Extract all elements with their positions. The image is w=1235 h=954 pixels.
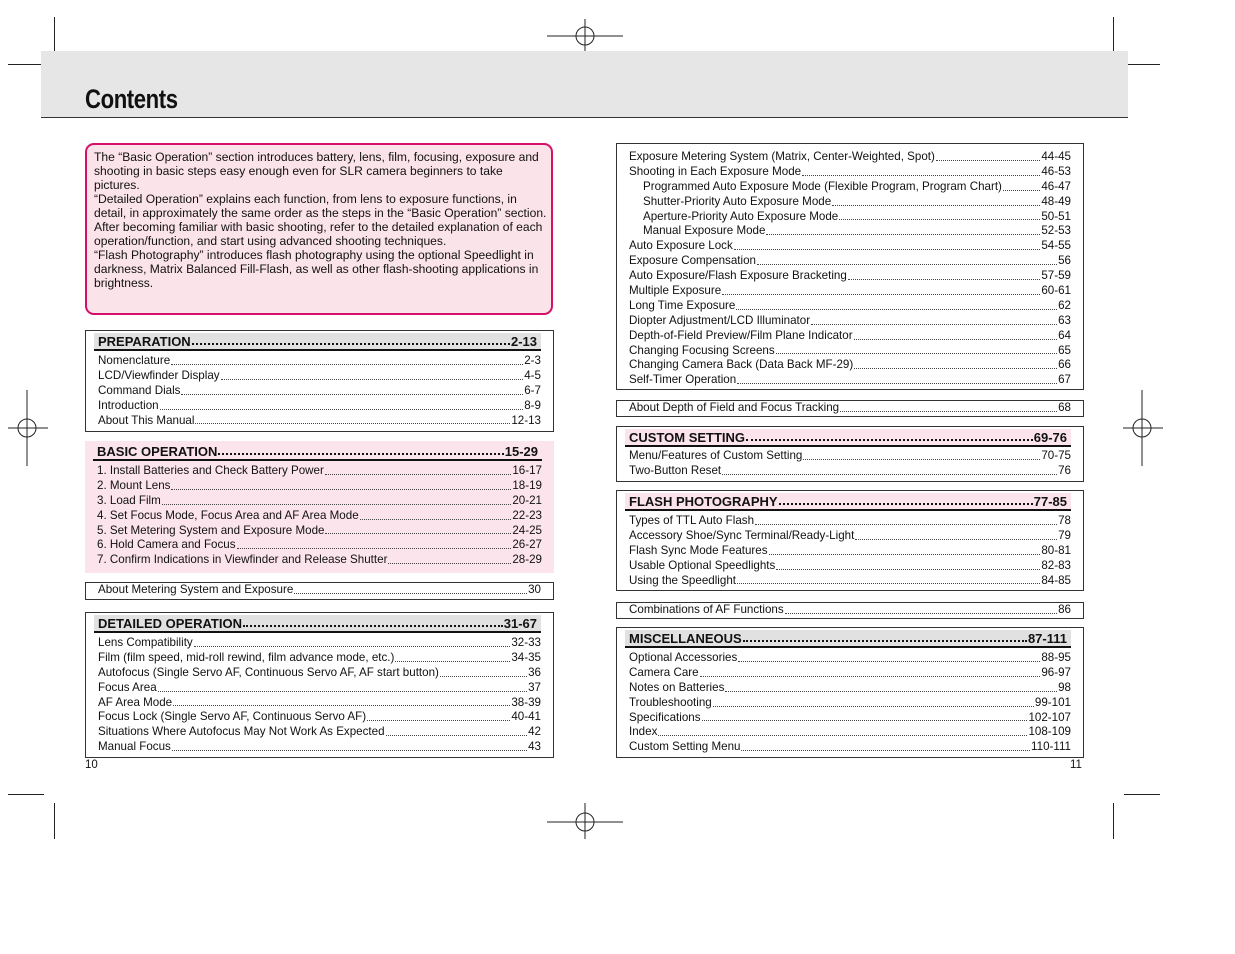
toc-entry-title: 4. Set Focus Mode, Focus Area and AF Area Mode [97,508,359,522]
dot-leader [725,691,1057,692]
toc-entry[interactable] [98,725,541,740]
toc-entry[interactable] [97,479,542,494]
toc-entry-title: Changing Camera Back (Data Back MF-29) [629,358,854,372]
toc-entry[interactable] [629,254,1071,269]
toc-entry-pages: 24-25 [512,523,542,537]
dot-leader [737,583,1040,584]
dot-leader [171,489,511,490]
dot-leader [360,519,512,520]
toc-entry-pages: 2-3 [524,353,541,367]
toc-entry[interactable] [629,711,1071,726]
dot-leader [785,613,1057,614]
toc-entry-pages: 32-33 [511,635,541,649]
toc-entry-pages: 4-5 [524,368,541,382]
crop-mark [1113,17,1114,51]
dot-leader [832,205,1040,206]
dot-leader [700,676,1041,677]
toc-entry-title: Accessory Shoe/Sync Terminal/Ready-Light [629,528,855,542]
about-metering-box [85,582,554,600]
toc-entry-title: 7. Confirm Indications in Viewfinder and Release Shutter [97,553,388,567]
toc-entry-title: 2. Mount Lens [97,478,171,492]
section-miscellaneous [616,627,1084,758]
toc-entry[interactable] [629,574,1071,589]
crop-mark [8,64,44,65]
dot-leader [702,720,1028,721]
toc-entry-pages: 52-53 [1041,224,1071,238]
section-pages: 87-111 [1027,630,1067,646]
dot-leader [936,160,1040,161]
toc-entry-pages: 26-27 [512,538,542,552]
toc-entry-pages: 66 [1058,358,1071,372]
section-title: FLASH PHOTOGRAPHY [629,493,778,509]
toc-entry[interactable] [629,224,1071,239]
toc-entry-title: Shutter-Priority Auto Exposure Mode [643,194,832,208]
toc-entry[interactable] [629,681,1071,696]
toc-entry-pages: 28-29 [512,553,542,567]
toc-entry[interactable] [629,373,1071,388]
toc-entry-pages: 67 [1058,373,1071,387]
toc-entry-title: Camera Care [629,665,699,679]
toc-entry-title: Programmed Auto Exposure Mode (Flexible Program, Program Chart) [643,179,1002,193]
toc-entry-pages: 16-17 [512,463,542,477]
toc-entry[interactable] [629,299,1071,314]
toc-entry-pages: 60-61 [1041,284,1071,297]
dot-leader [840,411,1057,412]
section-header[interactable] [625,630,1071,648]
toc-entry[interactable] [629,314,1071,329]
toc-entry-title: About Depth of Field and Focus Tracking [629,400,840,414]
section-preparation [85,330,554,432]
toc-entry[interactable] [98,740,541,755]
dot-leader [736,309,1057,310]
toc-entry-title: Auto Exposure/Flash Exposure Bracketing [629,269,847,283]
toc-entry[interactable] [629,544,1071,559]
section-title: MISCELLANEOUS [629,630,742,646]
section-basic-operation [85,441,554,573]
dot-leader [854,368,1057,369]
toc-entry-pages: 37 [528,680,541,694]
toc-entry[interactable] [629,150,1071,165]
dot-leader [386,735,528,736]
toc-entry-pages: 79 [1058,528,1071,542]
intro-paragraph: The “Basic Operation” section introduces battery, lens, film, focusing, exposure and shooting in basic steps easy enough even for SLR camera beginners to take pictures. [94,150,539,192]
section-header[interactable] [94,333,541,351]
toc-entry-title: Flash Sync Mode Features [629,543,768,557]
toc-entry[interactable] [629,559,1071,574]
dot-leader [325,474,512,475]
toc-entry-title: Aperture-Priority Auto Exposure Mode [643,209,839,223]
dot-leader [325,533,511,534]
toc-entry-pages: 43 [528,740,541,754]
combinations-box [616,602,1084,619]
toc-entry-title: Notes on Batteries [629,680,725,694]
dot-leader [158,691,527,692]
dot-leader [162,504,512,505]
toc-entry-pages: 86 [1058,602,1071,616]
toc-entry[interactable] [97,553,542,568]
dot-leader [237,548,512,549]
dot-leader [713,706,1034,707]
toc-entry[interactable] [98,414,541,429]
toc-entry-title: Manual Focus [98,740,171,754]
toc-entry-title: Self-Timer Operation [629,373,737,387]
toc-entry[interactable] [97,524,542,539]
dot-leader [811,324,1057,325]
toc-entry-pages: 76 [1058,463,1071,477]
toc-entry-title: Diopter Adjustment/LCD Illuminator [629,313,811,327]
toc-entry-pages: 63 [1058,313,1071,327]
toc-entry-pages: 80-81 [1041,543,1071,557]
toc-entry-pages: 46-53 [1041,164,1071,178]
toc-entry-title: 6. Hold Camera and Focus [97,538,236,552]
toc-entry[interactable] [629,740,1071,755]
toc-entry-pages: 88-95 [1041,650,1071,664]
toc-entry[interactable] [629,165,1071,180]
crop-mark [54,17,55,51]
toc-entry-title: Menu/Features of Custom Setting [629,448,803,462]
dot-leader [766,234,1040,235]
section-pages: 77-85 [1033,493,1067,509]
toc-entry-pages: 40-41 [511,710,541,724]
section-detailed-continued [616,143,1084,390]
toc-entry[interactable] [98,354,541,369]
toc-entry-title: Combinations of AF Functions [629,602,784,616]
toc-entry[interactable] [629,269,1071,284]
section-header[interactable] [625,493,1071,511]
section-pages: 31-67 [503,615,537,631]
toc-entry-title: Exposure Metering System (Matrix, Center-Weighted, Spot) [629,149,935,163]
toc-entry[interactable] [98,369,541,384]
dot-leader [388,563,511,564]
dot-leader [855,539,1057,540]
toc-entry[interactable] [629,514,1071,529]
toc-entry[interactable] [629,651,1071,666]
section-pages: 15-29 [504,443,538,459]
registration-mark-top [547,19,623,55]
toc-entry-pages: 102-107 [1028,710,1071,724]
dot-leader [195,423,510,424]
toc-entry-pages: 6-7 [524,383,541,397]
toc-entry-title: Two-Button Reset [629,463,722,477]
toc-list [629,449,1071,479]
toc-entry[interactable] [629,195,1071,210]
toc-entry-title: Troubleshooting [629,695,712,709]
toc-entry-title: LCD/Viewfinder Display [98,368,220,382]
toc-entry-pages: 44-45 [1041,149,1071,163]
toc-entry-title: 5. Set Metering System and Exposure Mode [97,523,325,537]
toc-entry-pages: 34-35 [511,650,541,664]
toc-entry-title: Types of TTL Auto Flash [629,513,755,527]
toc-list [629,603,1071,618]
dot-leader [803,459,1040,460]
toc-entry[interactable] [97,494,542,509]
toc-entry-title: 3. Load Film [97,493,161,507]
toc-entry-title: Long Time Exposure [629,298,736,312]
toc-list [629,514,1071,588]
toc-entry-title: Film (film speed, mid-roll rewind, film advance mode, etc.) [98,650,395,664]
toc-entry[interactable] [629,239,1071,254]
intro-paragraph: “Detailed Operation” explains each function, from lens to exposure functions, in detail, in approximately the same order as the steps in the “Basic Operation” section. After becoming familiar with basic shooting, refer to the detailed explanation of each operation/function, and start using advanced shooting techniques. [94,192,547,248]
registration-mark-bottom [547,803,623,839]
toc-entry[interactable] [98,651,541,666]
registration-mark-left [8,390,48,466]
toc-entry-title: About Metering System and Exposure [98,582,294,596]
toc-entry-pages: 82-83 [1041,558,1071,572]
toc-entry-pages: 22-23 [512,508,542,522]
toc-entry-pages: 50-51 [1041,209,1071,223]
toc-entry[interactable] [629,464,1071,479]
toc-entry-title: Exposure Compensation [629,254,756,268]
toc-entry[interactable] [629,449,1071,464]
dot-leader [221,379,524,380]
toc-entry[interactable] [629,696,1071,711]
dot-leader [194,646,511,647]
toc-entry-title: Situations Where Autofocus May Not Work As Expected [98,725,385,739]
toc-entry-title: Changing Focusing Screens [629,343,775,357]
toc-entry-pages: 56 [1058,254,1071,268]
toc-entry-title: Multiple Exposure [629,284,722,297]
toc-entry[interactable] [629,180,1071,195]
toc-entry-pages: 57-59 [1041,269,1071,283]
toc-entry-pages: 108-109 [1028,725,1071,739]
toc-list [98,636,541,755]
toc-entry-pages: 98 [1058,680,1071,694]
dot-leader [737,383,1057,384]
toc-list [629,150,1071,388]
toc-entry-title: Introduction [98,398,159,412]
toc-entry-title: 1. Install Batteries and Check Battery Power [97,463,324,477]
dot-leader [294,593,527,594]
section-title: BASIC OPERATION [97,443,218,459]
header-band [41,51,1128,118]
toc-entry[interactable] [629,329,1071,344]
toc-entry[interactable] [629,284,1071,299]
toc-entry-pages: 62 [1058,298,1071,312]
toc-list [98,583,541,598]
toc-entry-title: Command Dials [98,383,181,397]
dot-leader [755,524,1057,525]
toc-entry-pages: 78 [1058,513,1071,527]
crop-mark [1124,794,1160,795]
toc-entry-title: Specifications [629,710,701,724]
toc-entry[interactable] [97,538,542,553]
about-dof-box [616,400,1084,417]
section-header[interactable] [94,615,541,633]
toc-entry-pages: 84-85 [1041,573,1071,587]
toc-list [98,354,541,428]
dot-leader [440,676,527,677]
toc-entry-pages: 99-101 [1034,695,1071,709]
toc-entry-pages: 42 [528,725,541,739]
crop-mark [8,794,44,795]
dot-leader [1003,190,1040,191]
toc-entry-pages: 12-13 [511,413,541,427]
toc-entry-pages: 54-55 [1041,239,1071,253]
dot-leader [741,750,1030,751]
toc-entry-title: Custom Setting Menu [629,740,741,754]
toc-entry-pages: 18-19 [512,478,542,492]
toc-entry[interactable] [629,725,1071,740]
toc-entry[interactable] [98,666,541,681]
toc-entry-title: Nomenclature [98,353,171,367]
section-pages: 2-13 [510,333,537,349]
toc-entry[interactable] [97,464,542,479]
toc-entry-pages: 110-111 [1031,740,1071,754]
toc-entry[interactable] [629,210,1071,225]
toc-entry-title: Shooting in Each Exposure Mode [629,164,802,178]
dot-leader [839,219,1040,220]
toc-entry-pages: 96-97 [1041,665,1071,679]
section-header[interactable] [625,429,1071,447]
toc-entry-title: Focus Lock (Single Servo AF, Continuous Servo AF) [98,710,367,724]
registration-mark-right [1123,390,1163,466]
intro-box [85,143,553,315]
dot-leader [776,569,1040,570]
toc-entry[interactable] [98,696,541,711]
toc-entry[interactable] [629,603,1071,618]
section-title: PREPARATION [98,333,191,349]
section-detailed-operation [85,612,554,758]
toc-entry[interactable] [629,401,1071,416]
dot-leader [658,735,1027,736]
intro-paragraph: “Flash Photography” introduces flash photography using the optional Speedlight in darkness, Matrix Balanced Fill-Flash, as well as other flash-shooting applications in brightness. [94,248,539,290]
section-title: DETAILED OPERATION [98,615,242,631]
toc-entry-pages: 64 [1058,328,1071,342]
dot-leader [769,554,1041,555]
section-custom-setting [616,426,1084,482]
toc-entry[interactable] [98,681,541,696]
toc-entry-pages: 20-21 [512,493,542,507]
page-number-right: 11 [1070,759,1082,771]
toc-entry-pages: 38-39 [511,695,541,709]
toc-list [629,651,1071,755]
toc-entry-title: About This Manual [98,413,195,427]
dot-leader [854,339,1058,340]
toc-entry-title: Manual Exposure Mode [643,224,766,238]
crop-mark [1124,64,1160,65]
toc-entry-pages: 68 [1058,400,1071,414]
crop-mark [54,803,55,839]
toc-entry-title: Focus Area [98,680,157,694]
dot-leader [395,661,510,662]
toc-entry-title: Usable Optional Speedlights [629,558,776,572]
section-header[interactable] [93,443,542,461]
toc-list [97,464,542,568]
dot-leader [734,249,1041,250]
section-pages: 69-76 [1033,429,1067,445]
dot-leader [776,353,1057,354]
toc-entry-title: AF Area Mode [98,695,173,709]
page-title: Contents [85,84,178,114]
toc-entry-title: Auto Exposure Lock [629,239,733,253]
dot-leader [172,750,527,751]
toc-entry-title: Optional Accessories [629,650,738,664]
toc-entry[interactable] [98,399,541,414]
toc-entry-pages: 46-47 [1041,179,1071,193]
toc-entry[interactable] [98,710,541,725]
toc-entry-pages: 70-75 [1041,448,1071,462]
dot-leader [367,720,510,721]
toc-entry[interactable] [98,583,541,598]
toc-entry[interactable] [629,344,1071,359]
dot-leader [757,264,1057,265]
dot-leader [173,705,510,706]
dot-leader [181,394,523,395]
toc-entry[interactable] [629,666,1071,681]
dot-leader [848,279,1041,280]
toc-entry-pages: 65 [1058,343,1071,357]
dot-leader [802,175,1040,176]
crop-mark [1113,803,1114,839]
toc-entry[interactable] [98,636,541,651]
toc-list [629,401,1071,416]
toc-entry[interactable] [629,529,1071,544]
toc-entry-title: Depth-of-Field Preview/Film Plane Indicator [629,328,853,342]
toc-entry-title: Lens Compatibility [98,635,193,649]
dot-leader [738,661,1040,662]
dot-leader [160,409,524,410]
section-flash-photography [616,490,1084,591]
toc-entry-pages: 30 [528,582,541,596]
toc-entry-pages: 48-49 [1041,194,1071,208]
page-number-left: 10 [85,759,98,771]
dot-leader [722,294,1040,295]
toc-entry-pages: 36 [528,665,541,679]
dot-leader [722,474,1057,475]
toc-entry-pages: 8-9 [524,398,541,412]
toc-entry[interactable] [97,509,542,524]
toc-entry[interactable] [98,384,541,399]
toc-entry-title: Autofocus (Single Servo AF, Continuous Servo AF, AF start button) [98,665,439,679]
toc-entry-title: Index [629,725,658,739]
dot-leader [171,364,523,365]
section-title: CUSTOM SETTING [629,429,746,445]
toc-entry[interactable] [629,358,1071,373]
toc-entry-title: Using the Speedlight [629,573,736,587]
